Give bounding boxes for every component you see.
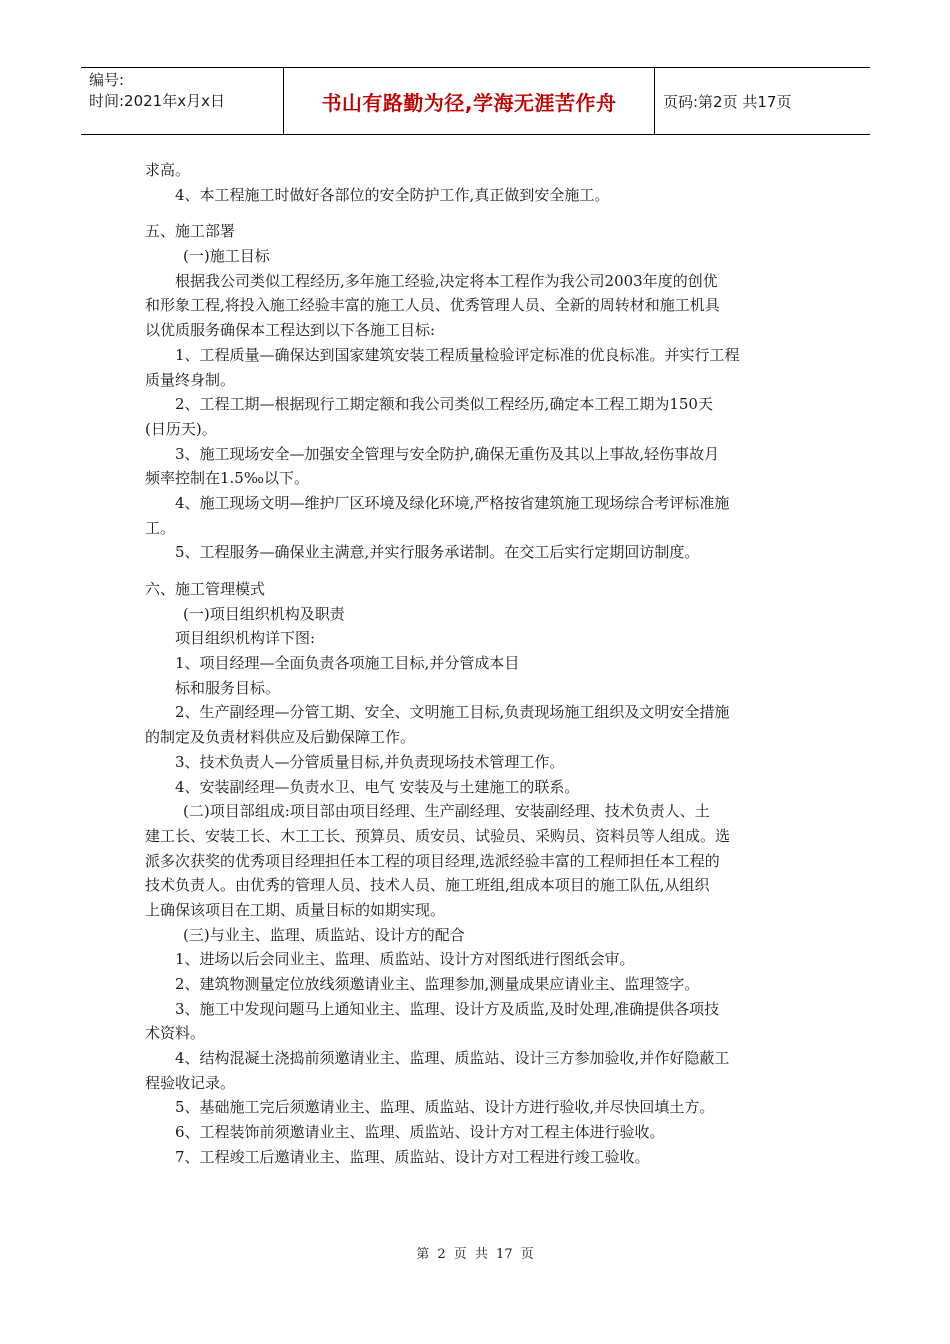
text-line: 1、进场以后会同业主、监理、质监站、设计方对图纸进行图纸会审。 [175, 950, 635, 969]
text-line: 3、施工中发现问题马上通知业主、监理、设计方及质监,及时处理,准确提供各项技 [175, 999, 720, 1018]
text-line: 技术负责人。由优秀的管理人员、技术人员、施工班组,组成本项目的施工队伍,从组织 [145, 876, 710, 895]
text-line: 的制定及负责材料供应及后勤保障工作。 [145, 728, 416, 747]
text-line: 质量终身制。 [145, 370, 236, 389]
document-number-label: 编号: [89, 71, 125, 89]
text-line: 程验收记录。 [145, 1073, 236, 1092]
text-line: 4、结构混凝土浇捣前须邀请业主、监理、质监站、设计三方参加验收,并作好隐蔽工 [175, 1049, 730, 1068]
page-footer: 第 2 页 共 17 页 [416, 1247, 534, 1262]
header-page-info: 页码:第2页 共17页 [663, 92, 792, 111]
text-line: 和形象工程,将投入施工经验丰富的施工人员、优秀管理人员、全新的周转材和施工机具 [145, 296, 720, 315]
text-line: 术资料。 [145, 1024, 206, 1043]
document-time-label: 时间:2021年x月x日 [89, 92, 225, 110]
text-line: 3、技术负责人—分管质量目标,并负责现场技术管理工作。 [175, 752, 565, 771]
text-line: (三)与业主、监理、质监站、设计方的配合 [183, 925, 465, 944]
text-line: 2、建筑物测量定位放线须邀请业主、监理参加,测量成果应请业主、监理签字。 [175, 975, 700, 993]
text-line: 4、安装副经理—负责水卫、电气 安装及与土建施工的联系。 [175, 777, 580, 796]
text-line: 频率控制在1.5‰以下。 [145, 469, 309, 488]
text-line: 以优质服务确保本工程达到以下各施工目标: [145, 321, 436, 340]
text-line: 标和服务目标。 [175, 678, 281, 697]
text-line: 1、项目经理—全面负责各项施工目标,并分管成本目 [175, 654, 520, 673]
text-line: 求高。 [145, 161, 191, 179]
text-line: (日历天)。 [145, 419, 217, 438]
text-line: (二)项目部组成:项目部由项目经理、生产副经理、安装副经理、技术负责人、土 [183, 802, 710, 821]
text-line: 建工长、安装工长、木工工长、预算员、质安员、试验员、采购员、资料员等人组成。选 [145, 826, 731, 845]
text-line: 2、工程工期—根据现行工期定额和我公司类似工程经历,确定本工程工期为150天 [175, 395, 713, 414]
text-line: 4、施工现场文明—维护厂区环境及绿化环境,严格按省建筑施工现场综合考评标准施 [175, 493, 730, 512]
header-meta [81, 68, 283, 134]
text-line: 1、工程质量—确保达到国家建筑安装工程质量检验评定标准的优良标准。并实行工程 [175, 345, 740, 364]
text-line: 项目组织机构详下图: [175, 629, 316, 648]
page-header [81, 67, 870, 135]
text-line: (一)项目组织机构及职责 [183, 604, 345, 623]
text-line: 派多次获奖的优秀项目经理担任本工程的项目经理,选派经验丰富的工程师担任本工程的 [145, 851, 720, 870]
text-line: 7、工程竣工后邀请业主、监理、质监站、设计方对工程进行竣工验收。 [175, 1147, 650, 1166]
header-motto: 书山有路勤为径,学海无涯苦作舟 [283, 68, 655, 134]
document-body [145, 158, 810, 1170]
text-line: 2、生产副经理—分管工期、安全、文明施工目标,负责现场施工组织及文明安全措施 [175, 703, 730, 722]
text-line: (一)施工目标 [183, 247, 270, 266]
text-line: 4、本工程施工时做好各部位的安全防护工作,真正做到安全施工。 [175, 185, 610, 204]
text-line: 3、施工现场安全—加强安全管理与安全防护,确保无重伤及其以上事故,轻伤事故月 [175, 444, 720, 463]
text-line: 六、施工管理模式 [145, 580, 266, 598]
text-line: 五、施工部署 [145, 222, 236, 241]
text-line: 工。 [145, 518, 176, 537]
paragraph-spacer [145, 207, 810, 219]
text-line: 6、工程装饰前须邀请业主、监理、质监站、设计方对工程主体进行验收。 [175, 1123, 665, 1142]
paragraph-spacer [145, 565, 810, 577]
text-line: 根据我公司类似工程经历,多年施工经验,决定将本工程作为我公司2003年度的创优 [175, 271, 718, 290]
text-line: 5、基础施工完后须邀请业主、监理、质监站、设计方进行验收,并尽快回填土方。 [175, 1098, 715, 1117]
text-line: 上确保该项目在工期、质量目标的如期实现。 [145, 900, 446, 919]
text-line: 5、工程服务—确保业主满意,并实行服务承诺制。在交工后实行定期回访制度。 [175, 543, 700, 562]
